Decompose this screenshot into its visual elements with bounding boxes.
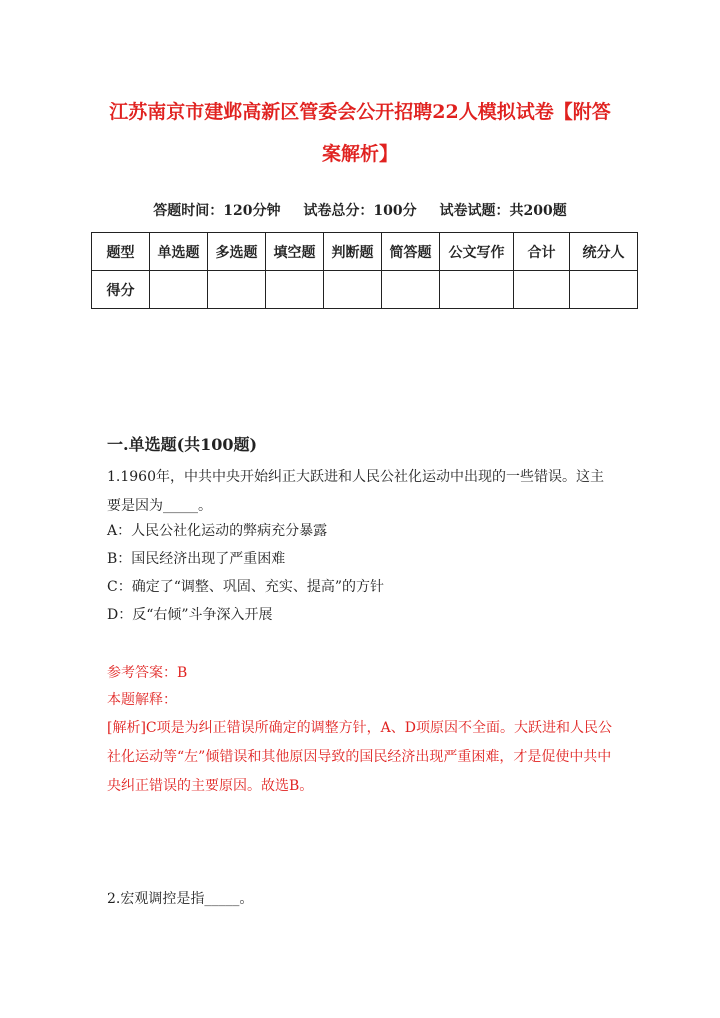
question-1-option-d: D：反“右倾”斗争深入开展 bbox=[107, 607, 273, 623]
header-cell: 多选题 bbox=[208, 233, 266, 271]
question-2-stem: 2.宏观调控是指_____。 bbox=[107, 891, 254, 907]
score-cell bbox=[570, 271, 638, 309]
score-cell bbox=[208, 271, 266, 309]
question-1-option-b: B：国民经济出现了严重困难 bbox=[107, 551, 286, 567]
header-cell: 统分人 bbox=[570, 233, 638, 271]
header-cell: 单选题 bbox=[150, 233, 208, 271]
score-cell bbox=[382, 271, 440, 309]
row-label: 得分 bbox=[92, 271, 150, 309]
header-cell: 判断题 bbox=[324, 233, 382, 271]
question-1-option-a: A：人民公社化运动的弊病充分暴露 bbox=[107, 523, 328, 539]
score-cell bbox=[440, 271, 514, 309]
header-cell: 公文写作 bbox=[440, 233, 514, 271]
question-1-answer: 参考答案：B bbox=[107, 665, 188, 681]
exam-question-count: 试卷试题：共200题 bbox=[439, 203, 567, 219]
score-cell bbox=[514, 271, 570, 309]
question-1-explanation: [解析]C项是为纠正错误所确定的调整方针，A、D项原因不全面。大跃进和人民公社化运动等“左”倾错误和其他原因导致的国民经济出现严重困难，才是促使中共中央纠正错误的主要原因。故选B。 bbox=[107, 720, 612, 794]
score-table-header bbox=[92, 233, 638, 271]
score-cell bbox=[150, 271, 208, 309]
question-1-option-c: C：确定了“调整、巩固、充实、提高”的方针 bbox=[107, 579, 385, 595]
exam-meta bbox=[0, 200, 720, 220]
question-1-stem: 1.1960年，中共中央开始纠正大跃进和人民公社化运动中出现的一些错误。这主要是因为_____。 bbox=[107, 469, 604, 514]
header-cell: 简答题 bbox=[382, 233, 440, 271]
score-table-row bbox=[92, 271, 638, 309]
question-1-explain-label: 本题解释： bbox=[107, 692, 177, 708]
header-cell: 合计 bbox=[514, 233, 570, 271]
exam-total-score: 试卷总分：100分 bbox=[303, 203, 417, 219]
header-cell: 填空题 bbox=[266, 233, 324, 271]
exam-title: 江苏南京市建邺高新区管委会公开招聘22人模拟试卷【附答案解析】 bbox=[109, 101, 611, 165]
header-cell: 题型 bbox=[92, 233, 150, 271]
exam-time: 答题时间：120分钟 bbox=[153, 203, 281, 219]
score-table bbox=[91, 232, 638, 309]
score-cell bbox=[324, 271, 382, 309]
section-title: 一.单选题(共100题) bbox=[107, 435, 258, 454]
score-cell bbox=[266, 271, 324, 309]
